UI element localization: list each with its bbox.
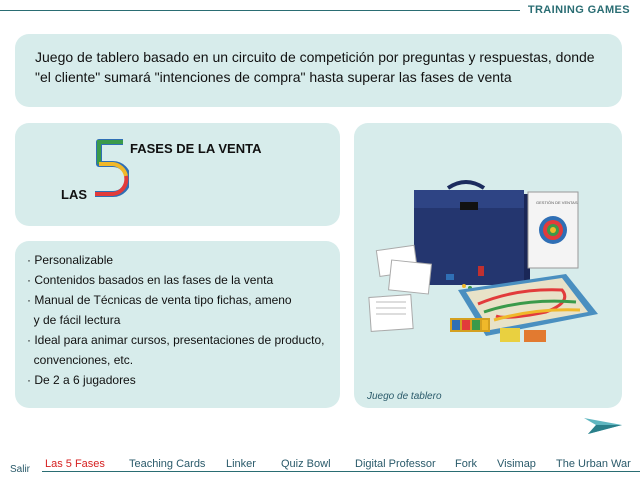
feature-item: · Personalizable bbox=[27, 253, 114, 267]
feature-item: · Manual de Técnicas de venta tipo fichas, ameno bbox=[27, 293, 292, 307]
five-logo-icon bbox=[93, 138, 129, 203]
next-arrow-icon[interactable] bbox=[584, 414, 622, 439]
manual-title: GESTIÓN DE VENTAS bbox=[536, 200, 578, 205]
features-panel bbox=[15, 241, 340, 408]
header-rule bbox=[0, 10, 520, 11]
nav-link-digital-professor[interactable]: Digital Professor bbox=[355, 458, 436, 470]
intro-text: Juego de tablero basado en un circuito de competición por preguntas y respuestas, donde "el cliente" sumará "intenciones de compra" hasta superar las fases de venta bbox=[35, 49, 595, 85]
product-caption: Juego de tablero bbox=[367, 391, 442, 402]
intro-panel bbox=[15, 34, 622, 107]
exit-link[interactable]: Salir bbox=[10, 464, 31, 475]
nav-link-visimap[interactable]: Visimap bbox=[497, 458, 536, 470]
nav-link-linker[interactable]: Linker bbox=[226, 458, 256, 470]
product-panel bbox=[354, 123, 622, 408]
board-game-image bbox=[366, 178, 611, 363]
logo-prefix: LAS bbox=[61, 187, 87, 202]
feature-item: · De 2 a 6 jugadores bbox=[27, 373, 136, 387]
nav-link-quiz-bowl[interactable]: Quiz Bowl bbox=[281, 458, 331, 470]
footer-rule bbox=[42, 471, 640, 472]
nav-link-teaching-cards[interactable]: Teaching Cards bbox=[129, 458, 206, 470]
logo-title: FASES DE LA VENTA bbox=[130, 141, 262, 156]
nav-link-las-5-fases[interactable]: Las 5 Fases bbox=[45, 458, 105, 470]
feature-item: convenciones, etc. bbox=[27, 353, 134, 367]
footer-nav-bar bbox=[0, 452, 640, 480]
logo-panel bbox=[15, 123, 340, 226]
nav-link-fork[interactable]: Fork bbox=[455, 458, 477, 470]
features-list bbox=[27, 250, 325, 390]
feature-item: · Contenidos basados en las fases de la venta bbox=[27, 273, 274, 287]
feature-item: · Ideal para animar cursos, presentaciones de producto, bbox=[27, 333, 325, 347]
brand-title: TRAINING GAMES bbox=[527, 4, 630, 16]
nav-link-the-urban-war[interactable]: The Urban War bbox=[556, 458, 631, 470]
feature-item: y de fácil lectura bbox=[27, 313, 121, 327]
